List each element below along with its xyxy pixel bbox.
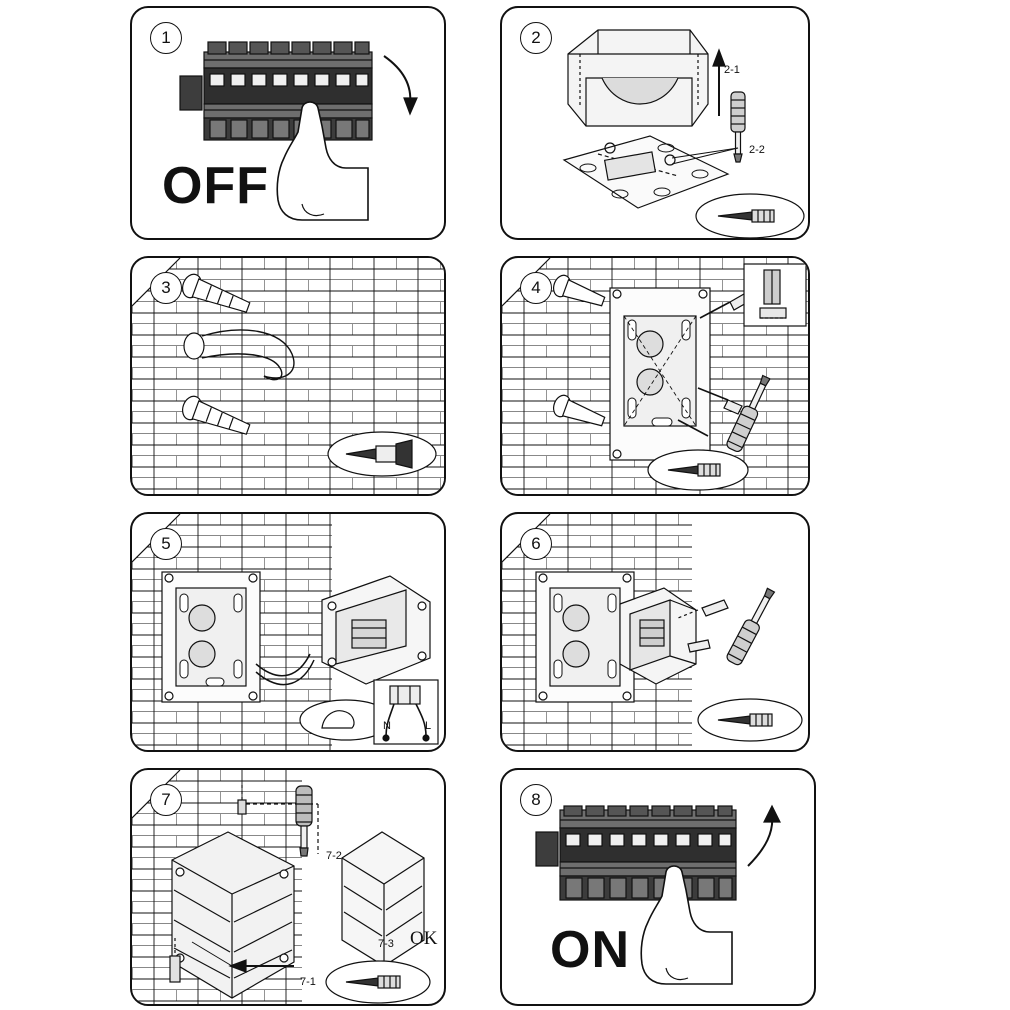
wire-label-l: L — [425, 720, 432, 732]
panel-step-4 — [500, 256, 810, 496]
step-badge-3: 3 — [150, 272, 182, 304]
callout-2-2: 2-2 — [749, 144, 765, 156]
panel-step-2 — [500, 6, 810, 240]
step-badge-7: 7 — [150, 784, 182, 816]
step-badge-6: 6 — [520, 528, 552, 560]
step-badge-2: 2 — [520, 22, 552, 54]
panel-step-8 — [500, 768, 816, 1006]
panel-step-1 — [130, 6, 446, 240]
callout-2-1: 2-1 — [724, 64, 740, 76]
step-badge-4: 4 — [520, 272, 552, 304]
step-badge-5: 5 — [150, 528, 182, 560]
step-badge-1: 1 — [150, 22, 182, 54]
ok-label: OK — [410, 928, 438, 949]
step-badge-8: 8 — [520, 784, 552, 816]
panel-step-5 — [130, 512, 446, 752]
wire-label-n: N — [383, 720, 391, 732]
on-label: ON — [550, 921, 630, 979]
callout-7-2: 7-2 — [326, 850, 342, 862]
callout-7-1: 7-1 — [300, 976, 316, 988]
off-label: OFF — [162, 157, 269, 215]
panel-step-3 — [130, 256, 446, 496]
callout-7-3: 7-3 — [378, 938, 394, 950]
panel-step-7 — [130, 768, 446, 1006]
panel-step-6 — [500, 512, 810, 752]
